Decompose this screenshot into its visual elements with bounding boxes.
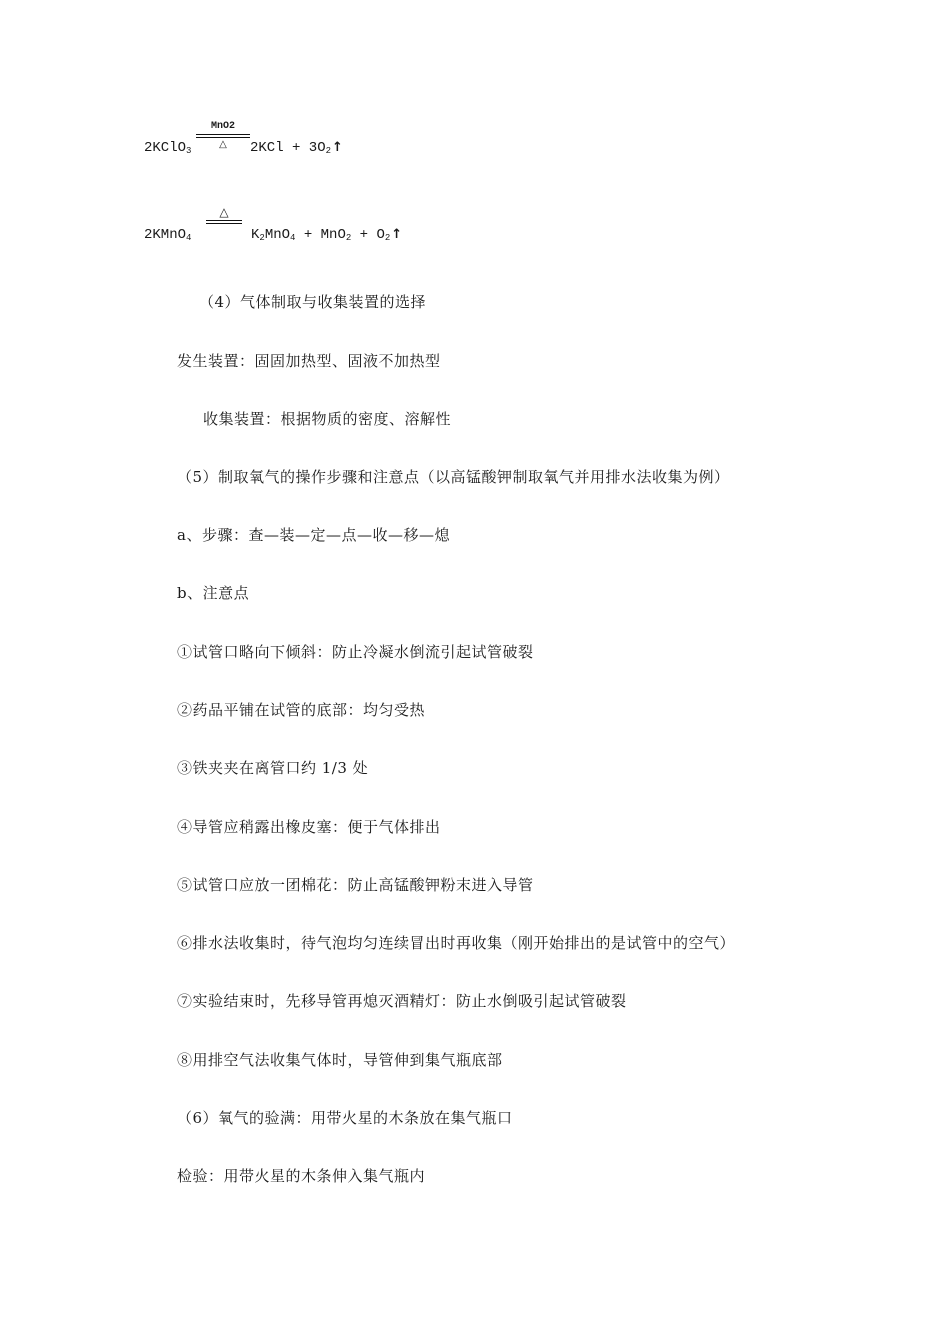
- eq2-heat-symbol: △: [219, 205, 229, 219]
- section-6-heading: （6）氧气的验满：用带火星的木条放在集气瓶口: [177, 1109, 513, 1127]
- inspection-line: 检验：用带火星的木条伸入集气瓶内: [177, 1167, 426, 1185]
- eq1-reactant: 2KClO: [144, 140, 187, 156]
- gas-arrow-icon: ↑: [332, 140, 343, 155]
- eq1-products-sub: 2: [325, 146, 332, 156]
- eq2-equals-sign: [206, 220, 242, 224]
- gas-arrow-icon: ↑: [391, 227, 403, 242]
- note-item-1: ①试管口略向下倾斜：防止冷凝水倒流引起试管破裂: [177, 643, 534, 661]
- steps-line: a、步骤：查—装—定—点—收—移—熄: [177, 526, 450, 544]
- eq1-heat-symbol: △: [219, 139, 227, 150]
- eq2-reactant: 2KMnO: [144, 227, 187, 243]
- equation-potassium-permanganate: [144, 228, 191, 243]
- eq2-product-mno2: + MnO: [295, 227, 346, 243]
- equation-potassium-permanganate-products: [251, 228, 402, 243]
- note-item-2: ②药品平铺在试管的底部：均匀受热: [177, 701, 426, 719]
- eq2-product-o2-sub: 2: [384, 233, 391, 243]
- eq2-product-k: K: [251, 227, 260, 243]
- note-item-5: ⑤试管口应放一团棉花：防止高锰酸钾粉末进入导管: [177, 876, 534, 894]
- eq2-product-k-sub: 2: [259, 233, 265, 243]
- generator-device-line: 发生装置：固固加热型、固液不加热型: [177, 352, 441, 370]
- eq1-condition: [196, 121, 250, 153]
- equation-potassium-chlorate-products: [250, 141, 343, 156]
- notes-heading: b、注意点: [177, 584, 250, 602]
- eq1-reactant-sub: 3: [186, 146, 192, 156]
- eq2-product-mno-sub: 4: [290, 233, 296, 243]
- eq1-catalyst: MnO2: [210, 121, 235, 132]
- section-4-heading: （4）气体制取与收集装置的选择: [199, 293, 427, 311]
- note-item-8: ⑧用排空气法收集气体时，导管伸到集气瓶底部: [177, 1051, 503, 1069]
- section-5-heading: （5）制取氧气的操作步骤和注意点（以高锰酸钾制取氧气并用排水法收集为例）: [177, 468, 730, 486]
- note-item-4: ④导管应稍露出橡皮塞：便于气体排出: [177, 818, 441, 836]
- collector-device-line: 收集装置：根据物质的密度、溶解性: [203, 410, 452, 428]
- eq2-reactant-sub: 4: [186, 233, 192, 243]
- eq2-product-o2: + O: [351, 227, 385, 243]
- note-item-3: ③铁夹夹在离管口约 1/3 处: [177, 759, 369, 777]
- note-item-7: ⑦实验结束时，先移导管再熄灭酒精灯：防止水倒吸引起试管破裂: [177, 992, 627, 1010]
- eq2-product-mno2-sub: 2: [345, 233, 352, 243]
- note-item-6: ⑥排水法收集时，待气泡均匀连续冒出时再收集（刚开始排出的是试管中的空气）: [177, 934, 736, 952]
- eq1-products: 2KCl + 3O: [250, 140, 326, 156]
- eq2-product-mno: MnO: [264, 227, 291, 243]
- equation-potassium-chlorate: [144, 141, 191, 156]
- eq1-equals-sign: [196, 134, 250, 138]
- eq2-condition: [206, 206, 242, 230]
